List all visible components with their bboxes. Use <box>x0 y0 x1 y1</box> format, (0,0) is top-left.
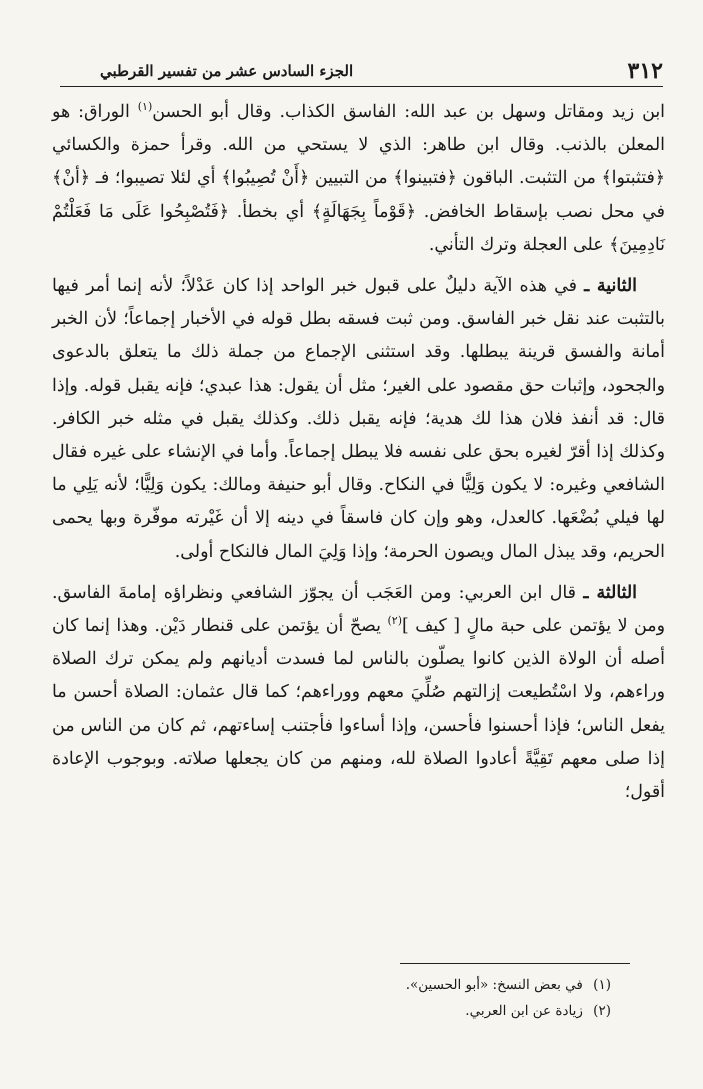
paragraph-3-lead: الثالثة ـ <box>583 582 637 603</box>
paragraph-1 <box>52 96 665 262</box>
paragraph-3-text-a: قال ابن العربي: ومن العَجَب أن يجوّز الشافعي ونظراؤه إمامةَ الفاسق. ومن لا يؤتمن على حبة مالٍ [ كيف ] <box>52 582 665 637</box>
paragraph-2-text: في هذه الآية دليلٌ على قبول خبر الواحد إذا كان عَدْلاً؛ لأنه إنما أمر فيها بالتثبت عند نقل خبر الفاسق. ومن ثبت فسقه بطل قوله في الأخبار إجماعاً؛ لأن الخبر أمانة والفسق قرينة يبطلها. وقد استثنى الإجماع من جملة ذلك ما يتعلق بالدعوى والجحود، وإثبات حق مقصود على الغير؛ مثل أن يقول: هذا عبدي؛ فإنه يقبل قوله. وإذا قال: قد أنفذ فلان هذا لك هدية؛ فإنه يقبل ذلك. وكذلك يقبل في مثله خبر الكافر. وكذلك إذا أقرّ لغيره بحق على نفسه فلا يبطل إجماعاً. وأما في الإنشاء على غيره فقال الشافعي وغيره: لا يكون وَلِيًّا في النكاح. وقال أبو حنيفة ومالك: يكون وَلِيًّا؛ لأنه يَلِي ما لها فيلي بُضْعَها. كالعدل، وهو وإن كان فاسقاً في دينه إلا أن غَيْرته موفّرة وبها يحمى الحريم، وقد يبذل المال ويصون الحرمة؛ وإذا وَلِيَ المال فالنكاح أولى. <box>52 276 665 562</box>
footnote-1-number: (١) <box>593 977 611 993</box>
footnote-2-number: (٢) <box>593 1003 611 1019</box>
paragraph-3 <box>52 577 665 809</box>
footnote-1-text: في بعض النسخ: «أبو الحسين». <box>405 977 583 993</box>
page-number: ٣١٢ <box>627 58 663 84</box>
footnote-2-text: زيادة عن ابن العربي. <box>465 1003 583 1019</box>
footnotes <box>406 972 611 1024</box>
footnote-ref-2: (٢) <box>387 614 402 628</box>
main-text <box>52 96 665 817</box>
page-header <box>60 56 663 87</box>
footnote-divider <box>400 963 630 964</box>
paragraph-3-text-b: يصحّ أن يؤتمن على قنطار دَيْن. وهذا إنما كان أصله أن الولاة الذين كانوا يصلّون بالناس لما فسدت أديانهم ولم يمكن ترك الصلاة وراءهم، ولا اسْتُطيعت إزالتهم صُلِّيَ معهم ووراءهم؛ كما قال عثمان: الصلاة أحسن ما يفعل الناس؛ فإذا أحسنوا فأحسن، وإذا أساءوا فأجتنب إساءتهم، ثم كان من الناس من إذا صلى معهم تَقِيَّةً أعادوا الصلاة لله، ومنهم من كان يجعلها صلاته. وبوجوب الإعادة أقول؛ <box>52 616 665 803</box>
paragraph-2 <box>52 270 665 569</box>
footnote-ref-1: (١) <box>137 100 153 114</box>
footnote-2 <box>406 998 611 1024</box>
running-title: الجزء السادس عشر من تفسير القرطبي <box>100 62 354 80</box>
paragraph-2-lead: الثانية ـ <box>584 276 637 297</box>
paragraph-1-text-a: ابن زيد ومقاتل وسهل بن عبد الله: الفاسق الكذاب. وقال أبو الحسن <box>152 102 665 122</box>
footnote-1 <box>406 972 611 998</box>
paragraph-1-text-b: الوراق: هو المعلن بالذنب. وقال ابن طاهر: الذي لا يستحي من الله. وقرأ حمزة والكسائي ﴿فتثبتوا﴾ من التثبت. الباقون ﴿فتبينوا﴾ من التبيين ﴿أَنْ تُصِيبُوا﴾ أي لئلا تصيبوا؛ فـ ﴿أنْ﴾ في محل نصب بإسقاط الخافض. ﴿قَوْماً بِجَهَالَةٍ﴾ أي بخطأ. ﴿فَتُصْبِحُوا عَلَى مَا فَعَلْتُمْ نَادِمِينَ﴾ على العجلة وترك التأني. <box>52 102 665 255</box>
